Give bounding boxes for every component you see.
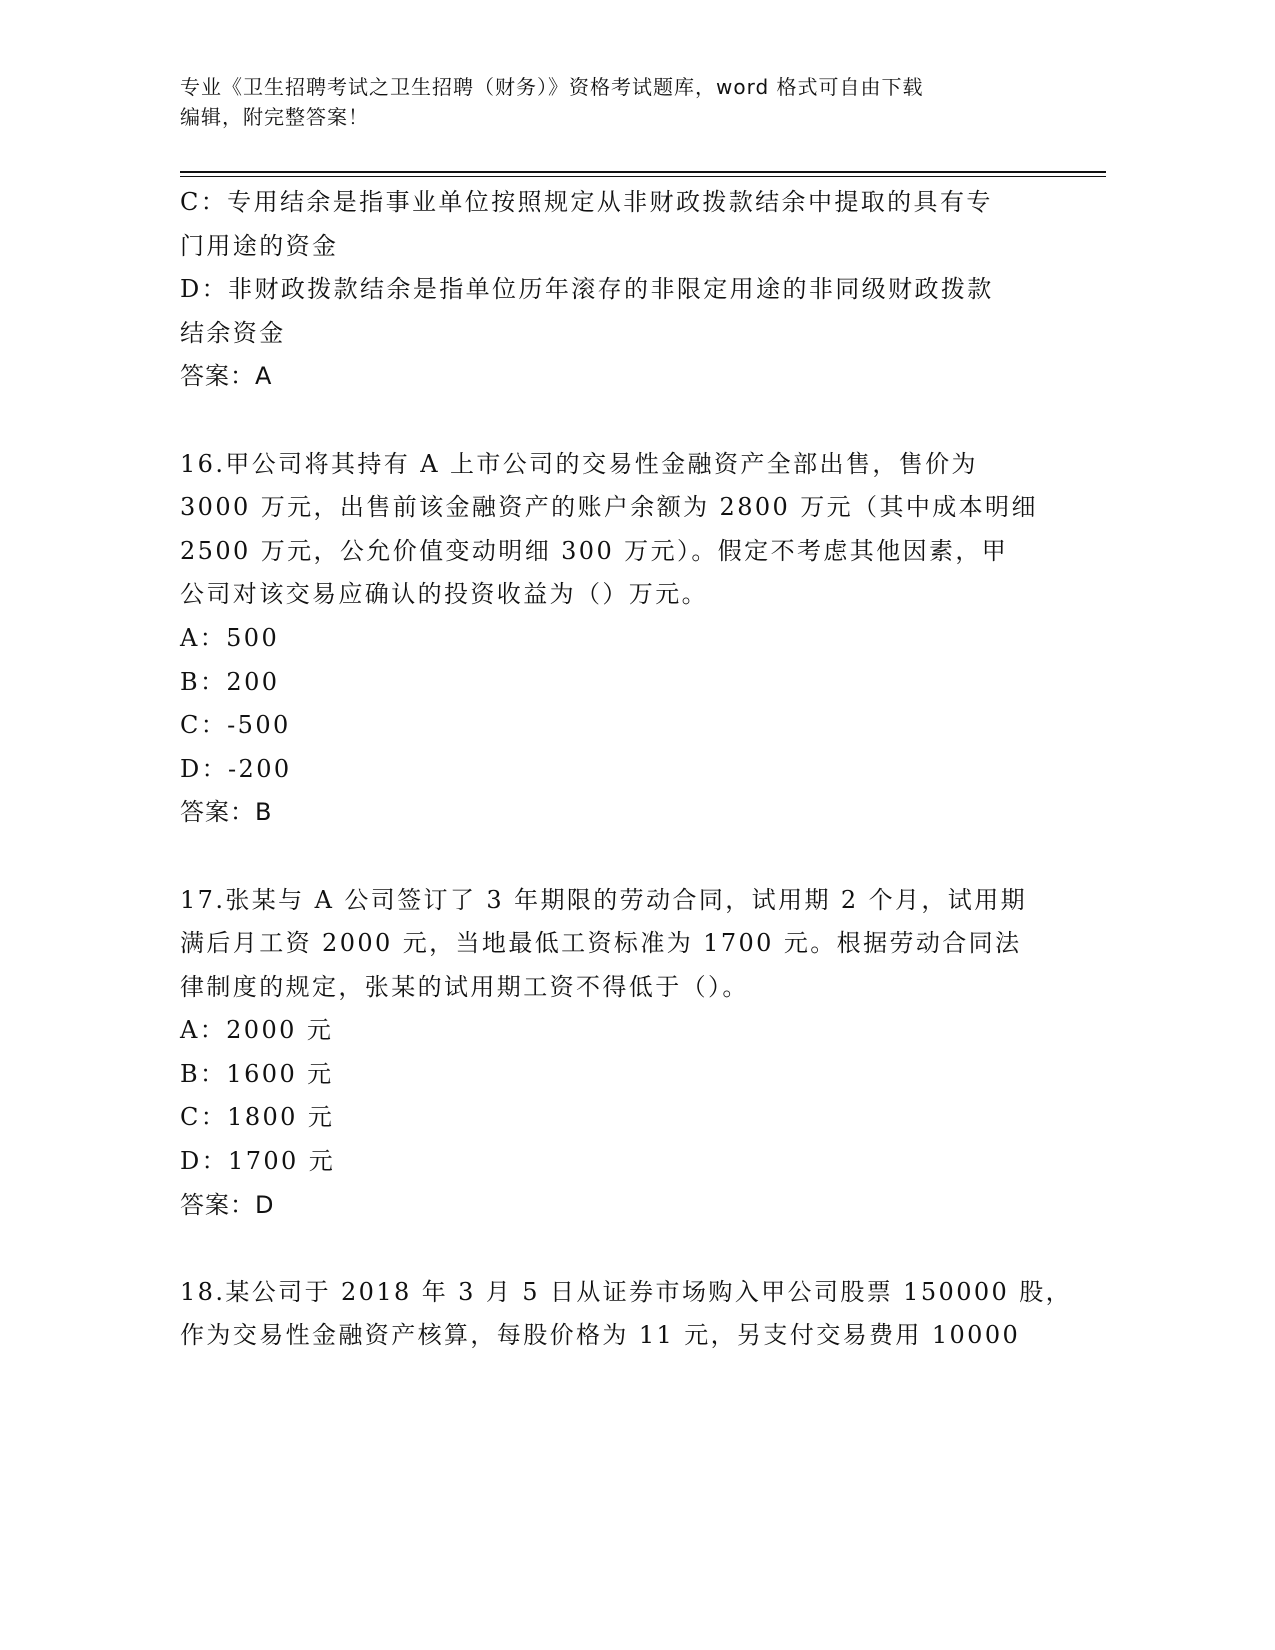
q16-stem-line: 16.甲公司将其持有 A 上市公司的交易性金融资产全部出售，售价为 [180, 449, 978, 478]
answer-17: 答案：D [180, 1190, 275, 1219]
header-line-1: 专业《卫生招聘考试之卫生招聘（财务）》资格考试题库，word 格式可自由下载 [180, 75, 924, 99]
option-c-line-1: C：专用结余是指事业单位按照规定从非财政拨款结余中提取的具有专 [180, 188, 993, 216]
spacer [180, 1227, 1040, 1271]
q17-stem-line: 满后月工资 2000 元，当地最低工资标准为 1700 元。根据劳动合同法 [180, 929, 1022, 958]
answer-15: 答案：A [180, 362, 273, 391]
q16-option-c: C：-500 [180, 711, 291, 740]
q17-option-a: A：2000 元 [180, 1016, 334, 1045]
spacer [180, 399, 1040, 443]
q17-option-b: B：1600 元 [180, 1059, 334, 1088]
option-c-line-2: 门用途的资金 [180, 231, 339, 260]
question-16 [180, 443, 1040, 835]
answer-16: 答案：B [180, 798, 273, 827]
header-divider-thin [180, 176, 1106, 177]
question-17 [180, 879, 1040, 1228]
q18-stem-line: 18.某公司于 2018 年 3 月 5 日从证券市场购入甲公司股票 150000 股， [180, 1277, 1073, 1306]
question-18 [180, 1271, 1073, 1358]
q18-stem-line: 作为交易性金融资产核算，每股价格为 11 元，另支付交易费用 10000 [180, 1321, 1021, 1350]
q17-option-d: D：1700 元 [180, 1147, 336, 1176]
q16-option-a: A：500 [180, 623, 280, 652]
q17-stem-line: 17.张某与 A 公司签订了 3 年期限的劳动合同，试用期 2 个月，试用期 [180, 885, 1028, 914]
q16-stem-line: 2500 万元，公允价值变动明细 300 万元）。假定不考虑其他因素，甲 [180, 536, 1009, 565]
q16-stem-line: 3000 万元，出售前该金融资产的账户余额为 2800 万元（其中成本明细 [180, 493, 1038, 522]
question-15-continued [180, 181, 1040, 399]
q16-option-b: B：200 [180, 667, 280, 696]
q16-option-d: D：-200 [180, 754, 292, 783]
spacer [180, 835, 1040, 879]
option-d-line-2: 结余资金 [180, 318, 286, 347]
header-line-2: 编辑，附完整答案！ [180, 105, 369, 129]
option-d-line-1: D：非财政拨款结余是指单位历年滚存的非限定用途的非同级财政拨款 [180, 275, 994, 304]
q17-option-c: C：1800 元 [180, 1103, 335, 1132]
header-divider-thick [180, 171, 1106, 173]
document-header [180, 72, 1040, 132]
q17-stem-line: 律制度的规定，张某的试用期工资不得低于（）。 [180, 972, 749, 1001]
document-body [180, 181, 1073, 1358]
q16-stem-line: 公司对该交易应确认的投资收益为（）万元。 [180, 580, 708, 609]
